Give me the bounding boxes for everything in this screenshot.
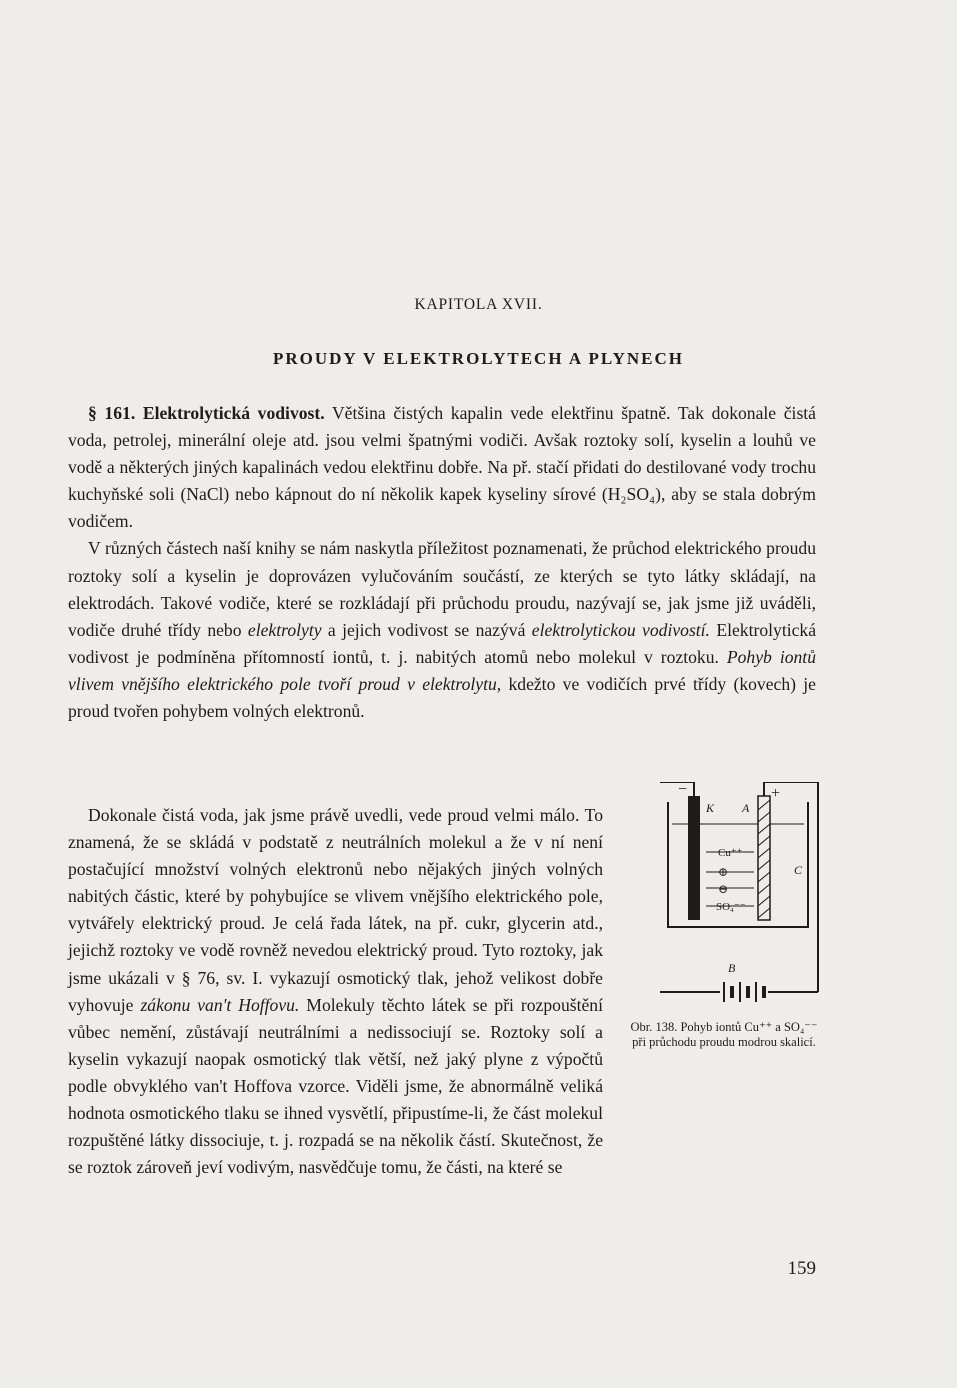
paragraph-2-text-c: Elektrolytická vodivost je podmíněna přítomností iontů, t. j. nabitých atomů nebo molekul v roztoku. [68, 619, 817, 667]
paragraph-3-text-a: Dokonale čistá voda, jak jsme právě uvedli, vede proud velmi málo. To znamená, že se skládá v podstatě z neutrálních molekul a že v ní není postačující množství volných elektronů nebo nějakých jiných volných nabitých částic, které by pohybujíce se vlivem vnějšího elektrického pole, vytvářely elektrický proud. Je celá řada látek, na př. cukr, glycerin atd., jejichž roztoky ve vodě rovněž nevedou elektrický proud. Tyto roztoky, jak jsme ukázali v § 76, sv. I. vykazují osmotický tlak, jehož velikost dobře vyhovuje [68, 805, 603, 1015]
paragraph-2-text-a: V různých částech naší knihy se nám naskytla příležitost poznamenati, že průchod elektrického proudu roztoky solí a kyselin je doprovázen vylučováním součástí, ze kterých se tyto látky skládají, na elektrodách. Takové vodiče, které se rozkládají při průchodu proudu, nazývají se, jak jsme již uváděli, vodiče druhé třídy nebo [68, 538, 816, 640]
paragraph-2-text-b: a jejich vodivost se nazývá [321, 619, 532, 640]
section-number: § 161. [88, 403, 136, 423]
so4-ion-label: SO₄⁻⁻ [716, 901, 746, 913]
chapter-label: KAPITOLA XVII. [414, 296, 543, 313]
chapter-title: PROUDY V ELEKTROLYTECH A PLYNECH [272, 349, 684, 368]
paragraph-2-text-d: kdežto ve vodičích prvé třídy (kovech) je proud tvořen pohybem volných elektronů. [68, 673, 816, 722]
paragraph-1-text: Většina čistých kapalin vede elektřinu špatně. Tak dokonale čistá voda, petrolej, minerální oleje atd. jsou velmi špatnými vodiči. Avšak roztoky solí, kyselin a louhů ve vodě a některých jiných kapalinách vedou elektřinu dobře. Na př. stačí přidati do destilované vody trochu kuchyňské soli (NaCl) nebo kápnout do ní několik kapek kyseliny sírové (H₂SO₄), aby se stala dobrým vodičem. [68, 403, 816, 532]
positive-ion-icon: ⊕ [718, 865, 729, 879]
battery-label: B [728, 961, 736, 975]
electrolysis-figure [660, 782, 825, 1007]
anode-label: A [742, 801, 750, 815]
cathode-electrode [688, 796, 700, 920]
paragraph-2-italic-3: Pohyb iontů vlivem vnějšího elektrického pole tvoří proud v elektrolytu, [68, 646, 816, 694]
minus-label: − [678, 782, 688, 798]
cu-ion-label: Cu⁺⁺ [718, 847, 743, 859]
page-number: 159 [787, 1258, 816, 1279]
figure-caption: Obr. 138. Pohyb iontů Cu⁺⁺ a SO₄⁻⁻ při průchodu proudu modrou skalicí. [630, 1020, 818, 1049]
paragraph-3 [68, 802, 603, 1181]
battery-icon [724, 982, 764, 1002]
paragraph-1 [68, 400, 816, 535]
section-title: Elektrolytická vodivost. [142, 403, 325, 423]
paragraph-2-italic-2: elektrolytickou vodivostí. [531, 619, 710, 640]
body-text-top [68, 400, 816, 725]
plus-label: + [771, 785, 781, 802]
paragraph-2-italic-1: elektrolyty [247, 619, 322, 640]
body-text-wrap [68, 802, 603, 1181]
paragraph-3-italic: zákonu van't Hoffovu. [140, 994, 300, 1015]
paragraph-3-text-b: Molekuly těchto látek se při rozpouštění vůbec nemění, zůstávají neutrálními a nedissociují se. Roztoky solí a kyselin vykazují naopak osmotický tlak větší, než jaký plyne z výpočtů podle obvyklého van't Hoffova vzorce. Viděli jsme, že abnormálně veliká hodnota osmotického tlaku se ihned vysvětlí, připustíme-li, že část molekul rozpuštěné látky dissociuje, t. j. rozpadá se na několik částí. Skutečnost, že se roztok zároveň jeví vodivým, nasvědčuje tomu, že části, na které se [68, 994, 603, 1178]
ion-arrows [706, 852, 754, 906]
vessel-label: C [794, 863, 803, 877]
negative-ion-icon: ⊖ [718, 882, 729, 896]
cathode-label: K [706, 801, 715, 815]
paragraph-2 [68, 535, 816, 725]
